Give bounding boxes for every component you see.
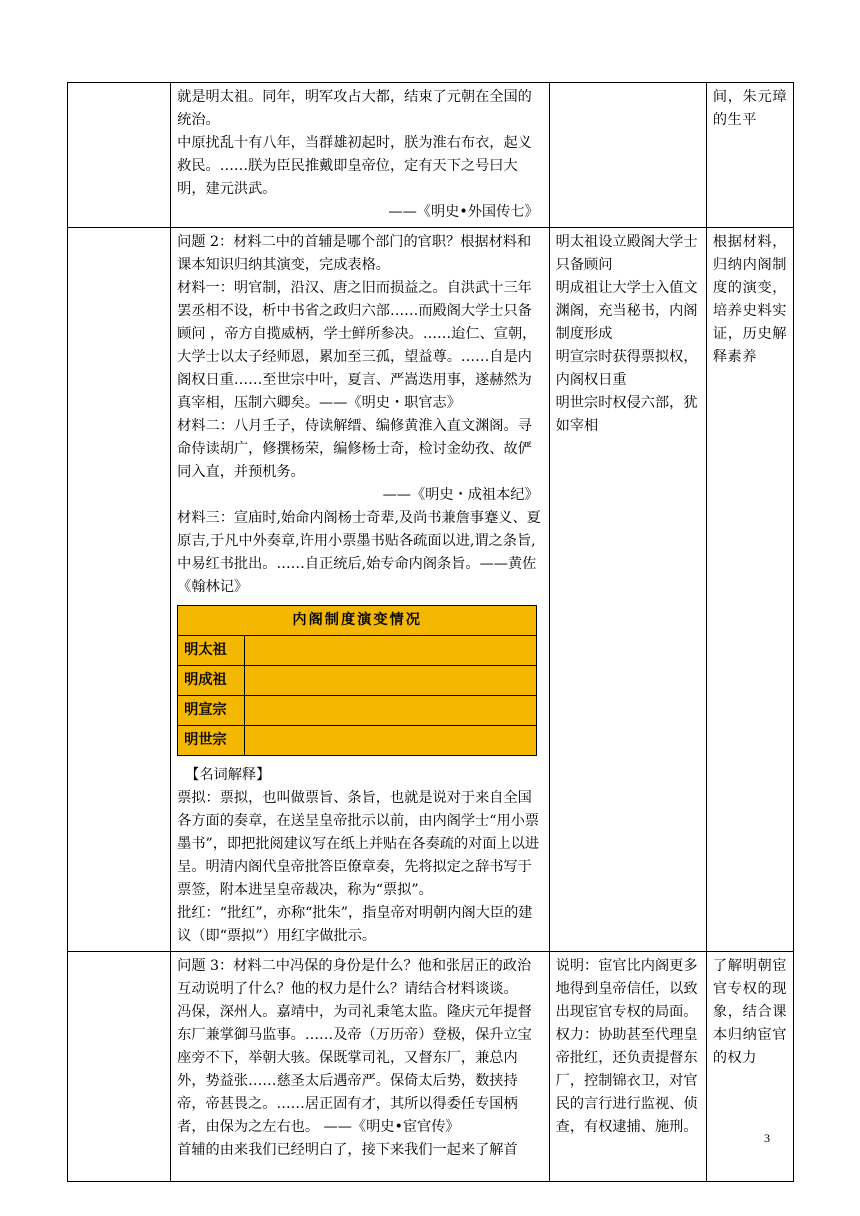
table-row (68, 83, 794, 228)
evolution-row-label: 明成祖 (178, 666, 245, 696)
evolution-row-label: 明太祖 (178, 636, 245, 666)
evolution-blank[interactable] (245, 636, 537, 666)
answer-text: 说明：宦官比内阁更多地得到皇帝信任，以致出现宦官专权的局面。 (555, 958, 698, 1020)
question-text: 问题 2：材料二中的首辅是哪个部门的官职？根据材料和课本知识归纳其演变，完成表格。 (177, 234, 532, 273)
empty-cell (68, 83, 171, 228)
evolution-blank[interactable] (245, 726, 537, 756)
answer-text: 明成祖让大学士入值文渊阁，充当秘书，内阁制度形成 (555, 280, 698, 342)
material-cell (171, 952, 550, 1182)
purpose-cell (706, 83, 793, 228)
paragraph: 就是明太祖。同年，明军攻占大都，结束了元朝在全国的统治。 (177, 89, 532, 128)
question-text: 问题 3：材料二中冯保的身份是什么？他和张居正的政治互动说明了什么？他的权力是什么？请结合材料谈谈。 (177, 958, 532, 997)
material-cell (171, 83, 550, 228)
term-definition: 批红：“批红”，亦称“批朱”，指皇帝对明朝内阁大臣的建议（即“票拟”）用红字做批示。 (177, 905, 533, 944)
source-citation: ——《明史•外国传七》 (388, 204, 539, 220)
table-row (68, 228, 794, 952)
page-number: 3 (764, 1131, 770, 1145)
answer-cell (549, 228, 706, 952)
paragraph: 冯保，深州人。嘉靖中，为司礼秉笔太监。隆庆元年提督东厂兼掌御马监事。……及帝（万历帝）登极，保升立宝座旁不下，举朝大骇。保既掌司礼，又督东厂，兼总内外，势益张……慈圣太后遇帝严。保倚太后势，数挟持帝，帝甚畏之。……居正固有才，其所以得委任专国柄者，由保为之左右也。 ——《明史•宦官传》 (177, 1004, 532, 1135)
lesson-plan-table (67, 82, 794, 1182)
evolution-table (177, 605, 537, 756)
material-cell (171, 228, 550, 952)
evolution-table-header: 内阁制度演变情况 (178, 606, 537, 636)
paragraph: 首辅的由来我们已经明白了，接下来我们一起来了解首 (177, 1142, 518, 1158)
evolution-row-label: 明世宗 (178, 726, 245, 756)
source-citation: ——《明史・成祖本纪》 (382, 487, 539, 503)
evolution-blank[interactable] (245, 666, 537, 696)
paragraph: 材料三：宣庙时,始命内阁杨士奇辈,及尚书兼詹事蹇义、夏原吉,于凡中外奏章,许用小票墨书贴各疏面以进,谓之条旨,中易红书批出。……自正统后,始专命内阁条旨。——黄佐《翰林记》 (177, 510, 541, 595)
term-definition: 票拟：票拟，也叫做票旨、条旨，也就是说对于来自全国各方面的奏章，在送呈皇帝批示以前，由内阁学士“用小票墨书”，即把批阅建议写在纸上并贴在各奏疏的对面上以进呈。明清内阁代皇帝批答臣僚章奏，先将拟定之辞书写于票签，附本进呈皇帝裁决，称为“票拟”。 (177, 790, 540, 898)
purpose-text: 了解明朝宦官专权的现象，结合课本归纳宦官的权力 (712, 958, 787, 1066)
terms-heading: 【名词解释】 (185, 767, 271, 783)
empty-cell (68, 228, 171, 952)
paragraph: 材料二：八月壬子，侍读解缙、编修黄淮入直文渊阁。寻命侍读胡广，修撰杨荣，编修杨士奇，检讨金幼孜、故俨同入直，并预机务。 (177, 418, 532, 480)
answer-cell (549, 952, 706, 1182)
empty-cell (68, 952, 171, 1182)
paragraph: 中原扰乱十有八年，当群雄初起时，朕为淮右布衣，起义救民。……朕为臣民推戴即皇帝位，定有天下之号曰大明，建元洪武。 (177, 135, 532, 197)
answer-text: 权力：协助甚至代理皇帝批红，还负责提督东厂，控制锦衣卫，对官民的言行进行监视、侦查，有权逮捕、施刑。 (555, 1027, 698, 1135)
paragraph: 材料一：明官制，沿汉、唐之旧而损益之。自洪武十三年罢丞相不设，析中书省之政归六部……而殿阁大学士只备顾问 ，帝方自揽威柄，学士鲜所参决。……迨仁、宣朝，大学士以太子经师恩，累加至三孤，望益尊。……自是内阁权日重……至世宗中叶，夏言、严嵩迭用事，遂赫然为真宰相，压制六卿矣。——《明史・职官志》 (177, 280, 537, 411)
table-row (68, 952, 794, 1182)
evolution-row-label: 明宣宗 (178, 696, 245, 726)
purpose-cell (706, 228, 793, 952)
evolution-blank[interactable] (245, 696, 537, 726)
answer-cell (549, 83, 706, 228)
answer-text: 明世宗时权侵六部，犹如宰相 (555, 395, 698, 434)
purpose-text: 间，朱元璋的生平 (712, 89, 787, 128)
answer-text: 明太祖设立殿阁大学士只备顾问 (555, 234, 698, 273)
answer-text: 明宣宗时获得票拟权，内阁权日重 (555, 349, 698, 388)
purpose-cell (706, 952, 793, 1182)
purpose-text: 根据材料，归纳内阁制度的演变，培养史料实证，历史解释素养 (712, 234, 787, 365)
